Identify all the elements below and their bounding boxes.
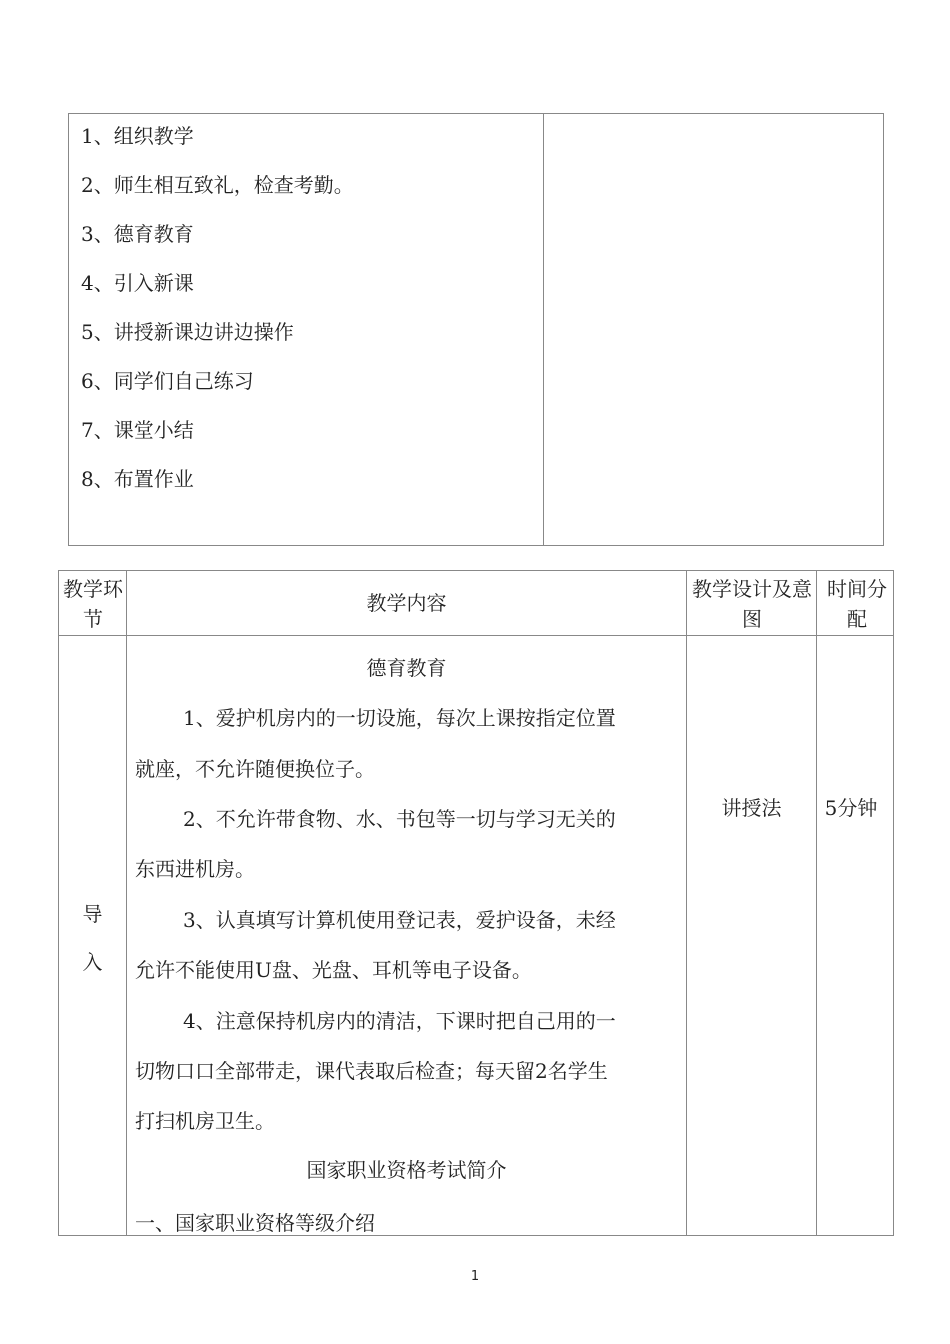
step-item: 2、师生相互致礼，检查考勤。 <box>81 173 354 197</box>
step-item: 1、组织教学 <box>81 124 194 148</box>
subsection-heading: 一、国家职业资格等级介绍 <box>135 1211 375 1235</box>
paragraph-line: 就座，不允许随便换位子。 <box>135 757 375 781</box>
column-divider <box>686 571 687 1235</box>
header-divider <box>59 635 893 636</box>
header-time: 时间分配 <box>827 577 887 631</box>
paragraph-line: 东西进机房。 <box>135 857 255 881</box>
section-title: 德育教育 <box>366 656 447 680</box>
step-item: 7、课堂小结 <box>81 418 194 442</box>
step-item: 8、布置作业 <box>81 467 194 491</box>
paragraph-line: 2、不允许带食物、水、书包等一切与学习无关的 <box>183 807 616 831</box>
section-title: 国家职业资格考试简介 <box>306 1158 507 1182</box>
lesson-steps-box <box>68 113 884 546</box>
stage-char: 导 <box>82 902 103 926</box>
paragraph-line: 打扫机房卫生。 <box>135 1109 275 1133</box>
header-content: 教学内容 <box>366 591 447 615</box>
teaching-table <box>58 570 894 1236</box>
paragraph-line: 4、注意保持机房内的清洁，下课时把自己用的一 <box>183 1009 616 1033</box>
step-item: 6、同学们自己练习 <box>81 369 254 393</box>
header-design: 教学设计及意图 <box>692 577 812 631</box>
paragraph-line: 切物口口全部带走，课代表取后检查；每天留2名学生 <box>135 1059 608 1083</box>
column-divider <box>816 571 817 1235</box>
paragraph-line: 1、爱护机房内的一切设施，每次上课按指定位置 <box>183 706 616 730</box>
page-number: 1 <box>470 1269 480 1284</box>
design-method: 讲授法 <box>721 796 782 820</box>
paragraph-line: 允许不能使用U盘、光盘、耳机等电子设备。 <box>135 958 532 982</box>
stage-char: 入 <box>82 950 103 974</box>
step-item: 5、讲授新课边讲边操作 <box>81 320 294 344</box>
box-divider <box>543 114 544 545</box>
header-stage: 教学环节 <box>63 577 123 631</box>
step-item: 4、引入新课 <box>81 271 194 295</box>
time-allocation: 5分钟 <box>824 796 878 820</box>
step-item: 3、德育教育 <box>81 222 194 246</box>
paragraph-line: 3、认真填写计算机使用登记表，爱护设备，未经 <box>183 908 616 932</box>
